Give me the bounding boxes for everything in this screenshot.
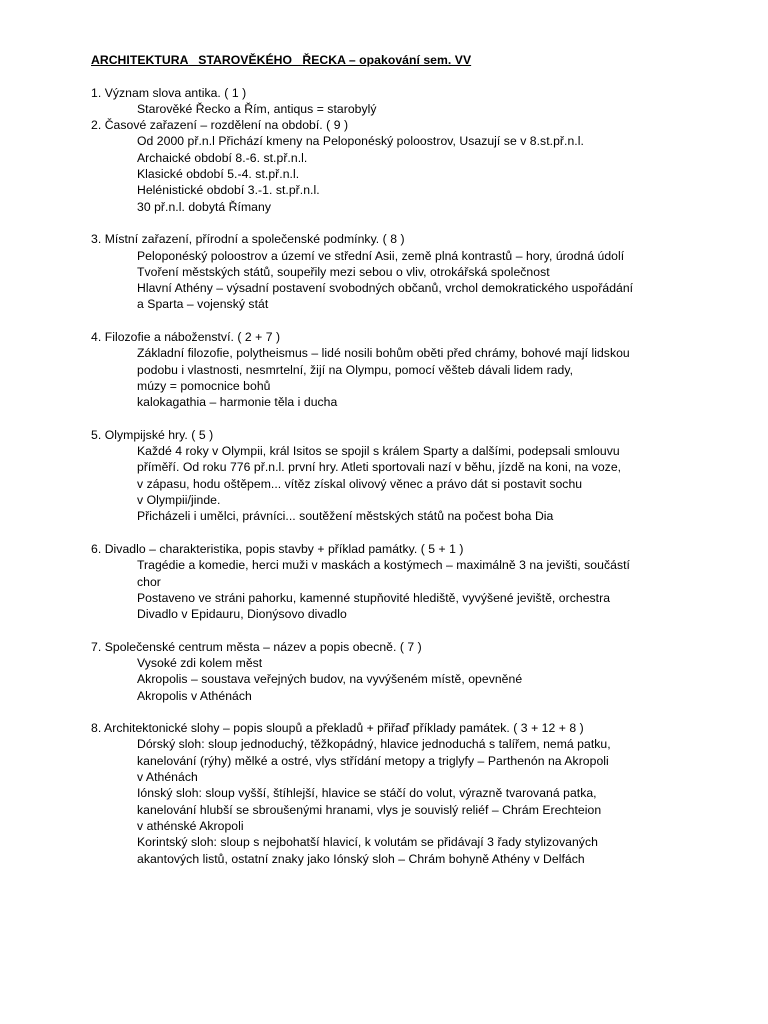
- answer-line: Akropolis – soustava veřejných budov, na vyvýšeném místě, opevněné: [137, 672, 523, 687]
- spacer: [91, 622, 691, 638]
- question-heading: 1. Význam slova antika. ( 1 ): [91, 85, 247, 100]
- answer-line: Archaické období 8.-6. st.př.n.l.: [137, 150, 308, 165]
- answer-line: Helénistické období 3.-1. st.př.n.l.: [137, 183, 320, 198]
- answer-line: v Athénách: [137, 770, 198, 785]
- spacer: [91, 215, 691, 231]
- answer-line: Akropolis v Athénách: [137, 688, 252, 703]
- spacer: [91, 68, 691, 84]
- section-3: [91, 231, 691, 312]
- question-heading: 3. Místní zařazení, přírodní a společenské podmínky. ( 8 ): [91, 232, 405, 247]
- answer-line: múzy = pomocnice bohů: [137, 378, 271, 393]
- spacer: [91, 313, 691, 329]
- answer-line: Dórský sloh: sloup jednoduchý, těžkopádný, hlavice jednoduchá s talířem, nemá patku,: [137, 737, 611, 752]
- answer-line: Korintský sloh: sloup s nejbohatší hlavicí, k volutám se přidávají 3 řady stylizovaných: [137, 835, 598, 850]
- answer-line: Postaveno ve stráni pahorku, kamenné stupňovité hlediště, vyvýšené jeviště, orchestra: [137, 590, 611, 605]
- answer-line: v athénské Akropoli: [137, 818, 244, 833]
- answer-line: Starověké Řecko a Řím, antiqus = starobylý: [137, 101, 377, 116]
- answer-line: příměří. Od roku 776 př.n.l. první hry. Atleti sportovali nazí v běhu, jízdě na koni, na voze,: [137, 460, 622, 475]
- answer-line: kanelování (rýhy) mělké a ostré, vlys střídání metopy a triglyfy – Parthenón na Akropoli: [137, 753, 609, 768]
- document-body: [91, 52, 691, 867]
- spacer: [91, 704, 691, 720]
- section-4: [91, 329, 691, 410]
- section-6: [91, 541, 691, 622]
- answer-line: Základní filozofie, polytheismus – lidé nosili bohům oběti před chrámy, bohové mají lidskou: [137, 346, 630, 361]
- answer-line: Klasické období 5.-4. st.př.n.l.: [137, 167, 300, 182]
- answer-line: Peloponéský poloostrov a území ve střední Asii, země plná kontrastů – hory, úrodná údolí: [137, 248, 625, 263]
- answer-line: Vysoké zdi kolem měst: [137, 655, 263, 670]
- section-1: [91, 85, 691, 118]
- answer-line: podobu i vlastnosti, nesmrtelní, žijí na Olympu, pomocí věšteb dávali lidem rady,: [137, 362, 574, 377]
- answer-line: kalokagathia – harmonie těla i ducha: [137, 395, 338, 410]
- section-2: [91, 117, 691, 215]
- question-heading: 4. Filozofie a náboženství. ( 2 + 7 ): [91, 330, 281, 345]
- document-title: ARCHITEKTURA STAROVĚKÉHO ŘECKA – opakování sem. VV: [91, 53, 472, 67]
- answer-line: kanelování hlubší se sbroušenými hranami, vlys je souvislý reliéf – Chrám Erechteion: [137, 802, 602, 817]
- answer-line: 30 př.n.l. dobytá Římany: [137, 199, 271, 214]
- answer-line: akantových listů, ostatní znaky jako Iónský sloh – Chrám bohyně Athény v Delfách: [137, 851, 585, 866]
- answer-line: Tragédie a komedie, herci muži v maskách a kostýmech – maximálně 3 na jevišti, součástí: [137, 558, 630, 573]
- question-heading: 6. Divadlo – charakteristika, popis stavby + příklad památky. ( 5 + 1 ): [91, 541, 464, 556]
- section-5: [91, 427, 691, 525]
- answer-line: a Sparta – vojenský stát: [137, 297, 269, 312]
- section-8: [91, 720, 691, 867]
- question-heading: 7. Společenské centrum města – název a popis obecně. ( 7 ): [91, 639, 422, 654]
- spacer: [91, 411, 691, 427]
- question-heading: 5. Olympijské hry. ( 5 ): [91, 427, 214, 442]
- answer-line: Divadlo v Epidauru, Dionýsovo divadlo: [137, 607, 347, 622]
- answer-line: chor: [137, 574, 161, 589]
- question-heading: 2. Časové zařazení – rozdělení na období. ( 9 ): [91, 118, 349, 133]
- answer-line: Každé 4 roky v Olympii, král Isitos se spojil s králem Sparty a dalšími, podepsali smlouvu: [137, 444, 620, 459]
- answer-line: Hlavní Athény – výsadní postavení svobodných občanů, vrchol demokratického uspořádání: [137, 281, 634, 296]
- answer-line: v zápasu, hodu oštěpem... vítěz získal olivový věnec a právo dát si postavit sochu: [137, 476, 583, 491]
- section-7: [91, 639, 691, 704]
- answer-line: Od 2000 př.n.l Přichází kmeny na Peloponéský poloostrov, Usazují se v 8.st.př.n.l.: [137, 134, 584, 149]
- spacer: [91, 525, 691, 541]
- answer-line: v Olympii/jinde.: [137, 493, 221, 508]
- answer-line: Iónský sloh: sloup vyšší, štíhlejší, hlavice se stáčí do volut, výrazně tvarovaná patka,: [137, 786, 597, 801]
- question-heading: 8. Architektonické slohy – popis sloupů a překladů + přiřaď příklady památek. ( 3 + 12 + 8 ): [91, 721, 584, 736]
- answer-line: Přicházeli i umělci, právníci... soutěžení městských států na počest boha Dia: [137, 509, 554, 524]
- answer-line: Tvoření městských států, soupeřily mezi sebou o vliv, otrokářská společnost: [137, 264, 550, 279]
